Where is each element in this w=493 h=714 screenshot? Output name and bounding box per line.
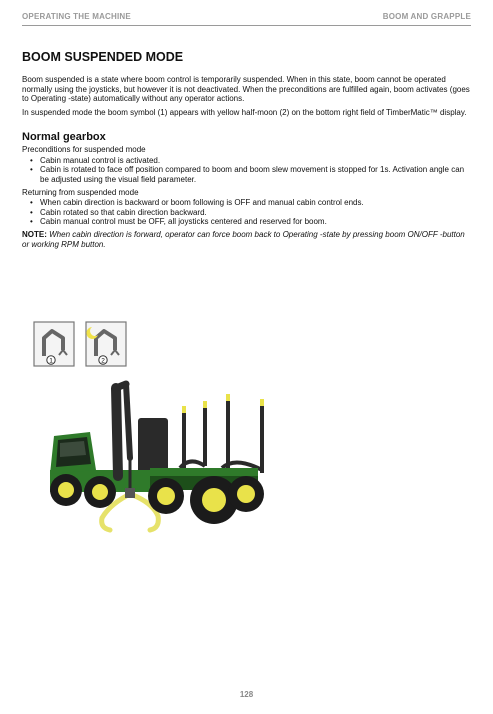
list-item: • Cabin manual control is activated. bbox=[22, 156, 472, 165]
page-title: BOOM SUSPENDED MODE bbox=[22, 50, 184, 64]
preconditions-list bbox=[22, 156, 472, 184]
header-chapter: OPERATING THE MACHINE bbox=[22, 12, 131, 21]
header-divider bbox=[22, 25, 471, 26]
header-section: BOOM AND GRAPPLE bbox=[382, 12, 471, 21]
page-number: 128 bbox=[239, 690, 254, 699]
intro-paragraph-1: Boom suspended is a state where boom control is temporarily suspended. When in this state, boom cannot be operated normally using the joysticks, but however it is not deactivated. When the preconditions are fulfilled again, boom activates (goes to Operating -state) automatically without any operator actions. bbox=[22, 75, 470, 104]
list-item: • When cabin direction is backward or boom following is OFF and manual cabin control ends. bbox=[22, 198, 472, 207]
symbol-1-label: 1 bbox=[49, 357, 53, 365]
returning-label: Returning from suspended mode bbox=[22, 187, 139, 197]
preconditions-label: Preconditions for suspended mode bbox=[22, 145, 146, 155]
intro-paragraph-2: In suspended mode the boom symbol (1) appears with yellow half-moon (2) on the bottom right field of TimberMatic™ display. bbox=[22, 107, 467, 117]
page-header bbox=[22, 10, 471, 24]
note bbox=[22, 230, 472, 250]
note-label: NOTE: bbox=[22, 230, 47, 240]
note-text: When cabin direction is forward, operator can force boom back to Operating -state by pressing boom ON/OFF -button or working RPM button. bbox=[22, 230, 465, 250]
returning-list bbox=[22, 198, 472, 226]
list-item: • Cabin manual control must be OFF, all joysticks centered and reserved for boom. bbox=[22, 217, 472, 226]
boom-symbol-2 bbox=[86, 322, 126, 366]
forwarder-illustration bbox=[30, 318, 280, 558]
page-content bbox=[22, 50, 472, 250]
symbol-2-label: 2 bbox=[101, 357, 105, 365]
list-item: • Cabin is rotated to face off position compared to boom and boom slew movement is stopped for 1s. Activation angle can be adjusted using the visual field parameter. bbox=[22, 165, 472, 184]
boom-symbol-1 bbox=[34, 322, 74, 366]
list-item: • Cabin rotated so that cabin direction backward. bbox=[22, 208, 472, 217]
section-title: Normal gearbox bbox=[22, 131, 106, 144]
forwarder-machine-icon bbox=[50, 384, 264, 530]
